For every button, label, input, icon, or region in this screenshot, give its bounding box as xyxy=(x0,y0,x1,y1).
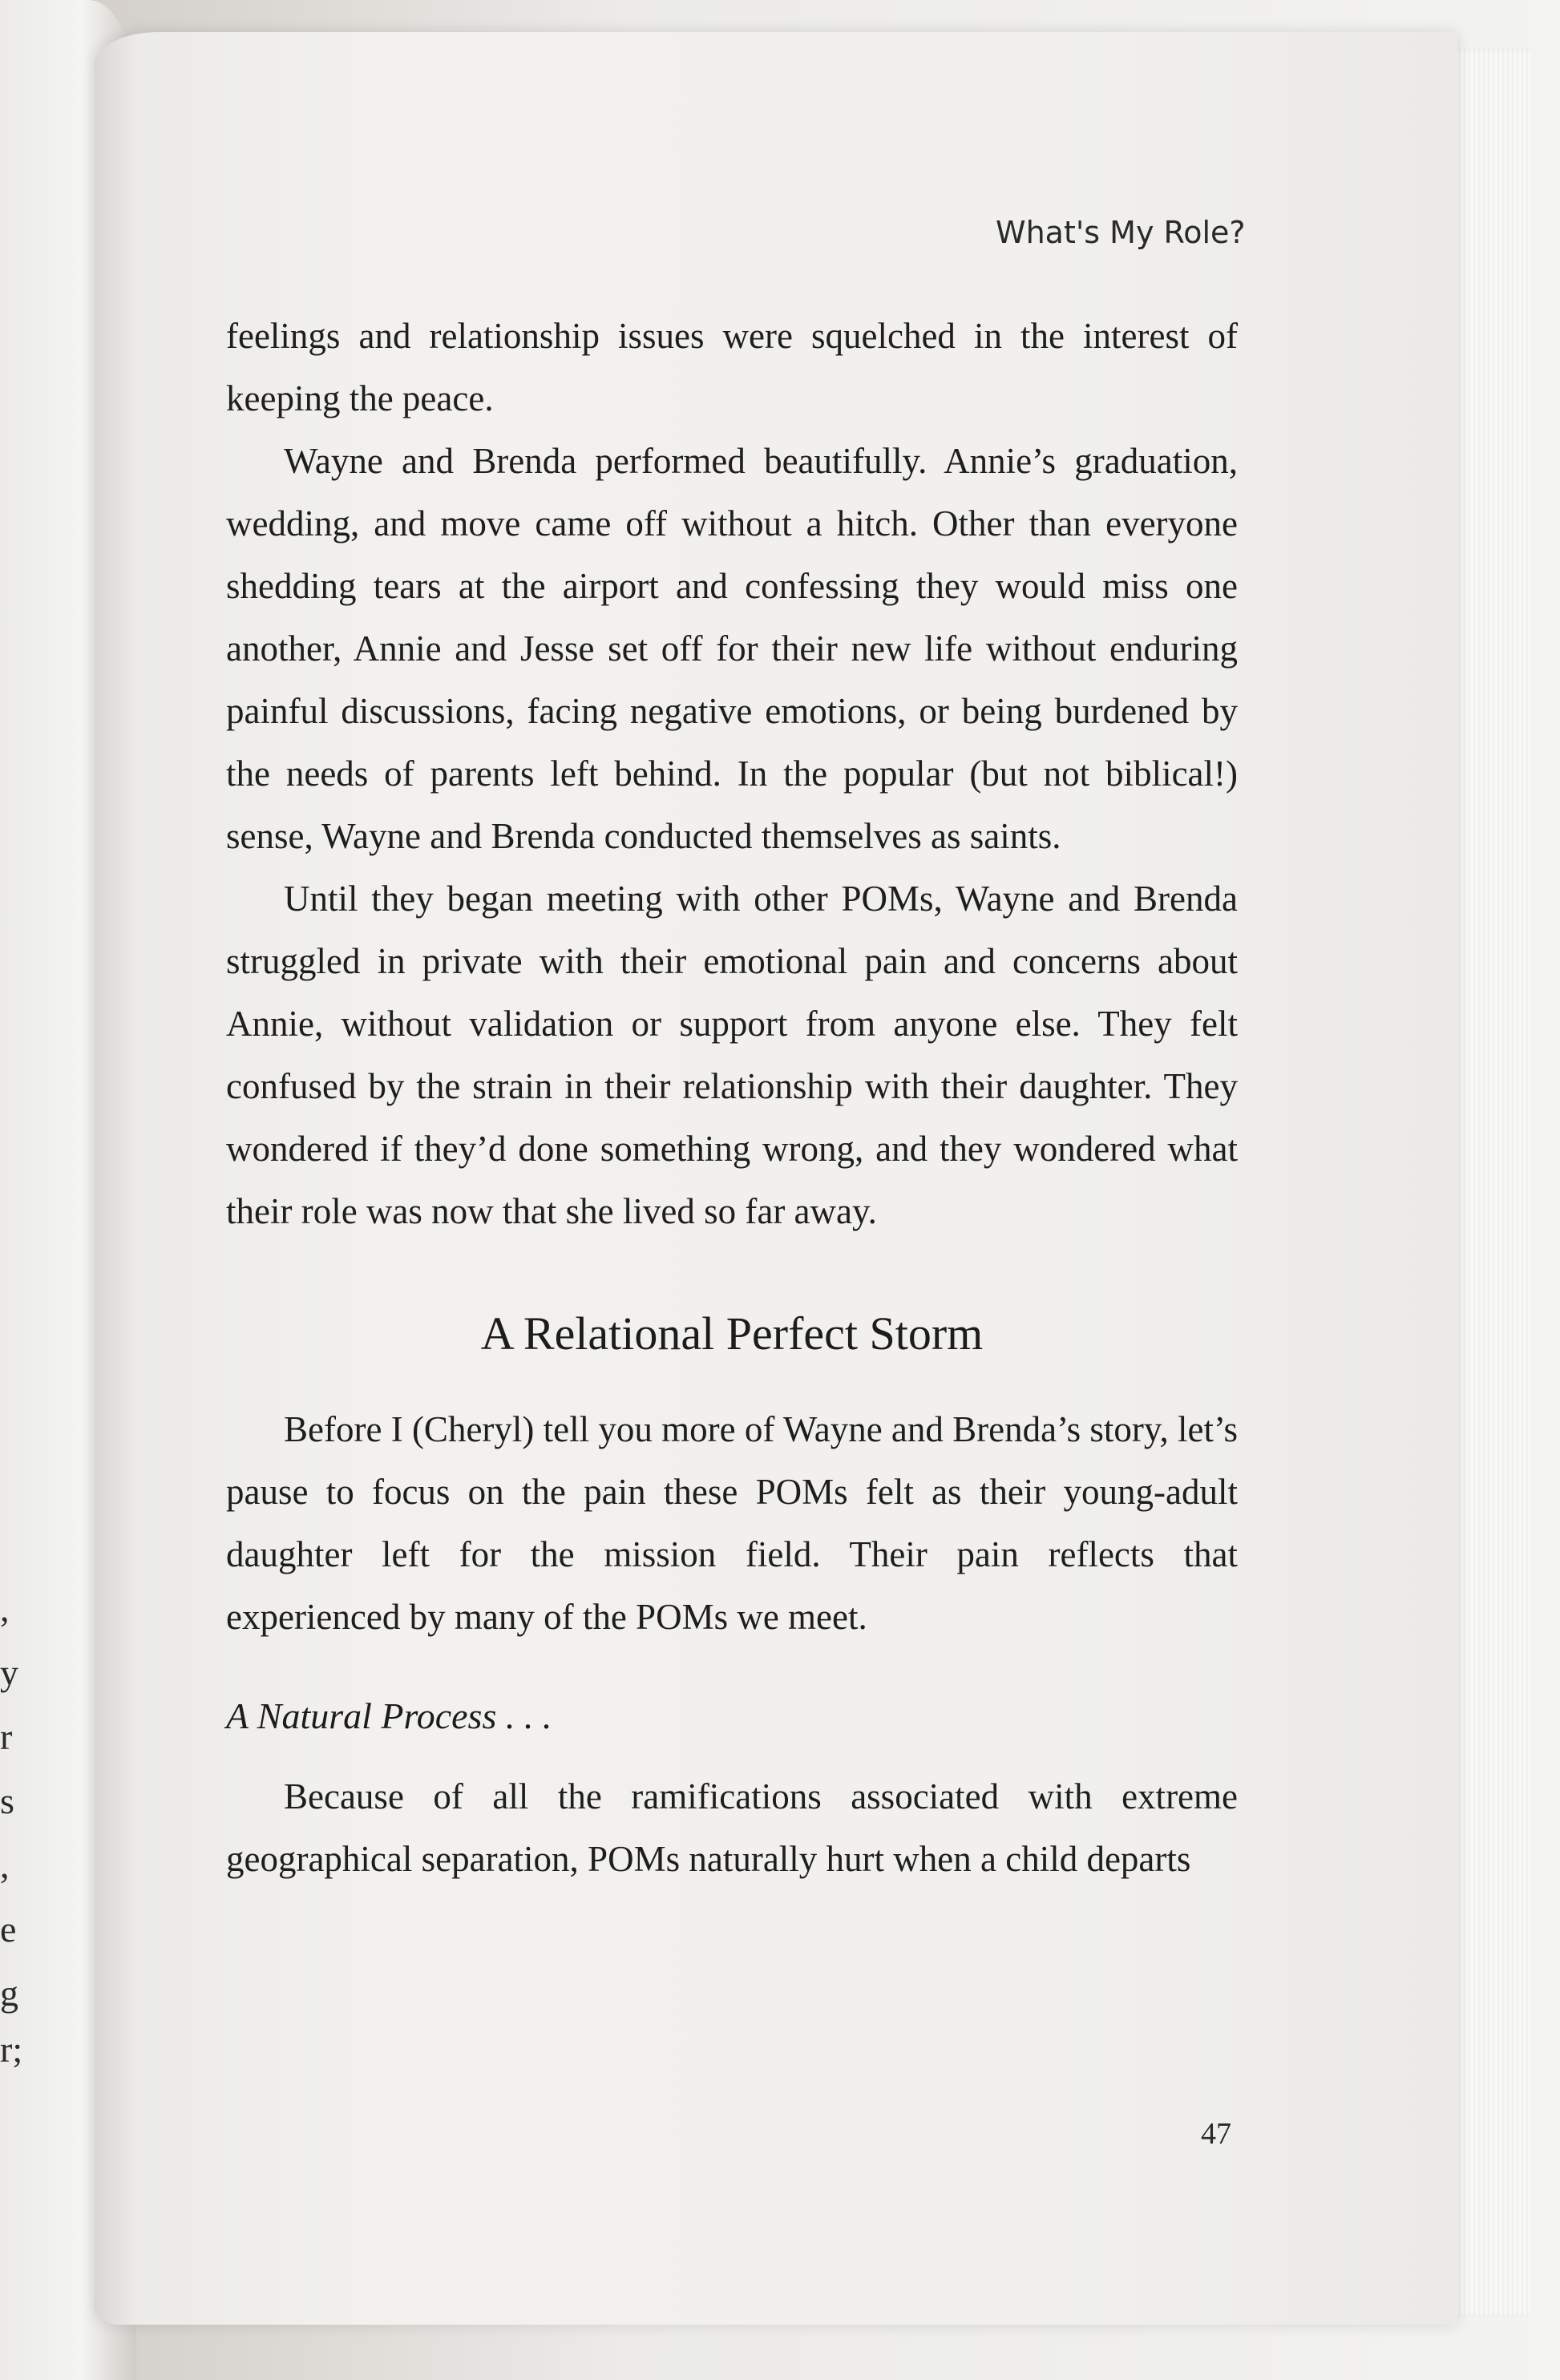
paragraph: Until they began meeting with other POMs, Wayne and Brenda struggled in private with their emotional pain and concerns about Annie, without validation or support from anyone else. They felt confused by the strain in their relationship with their daughter. They wondered if they’d done something wrong, and they wondered what their role was now that she lived so far away. xyxy=(226,879,1238,1231)
previous-page-fragment: , xyxy=(0,1588,10,1629)
subsection-heading: A Natural Process . . . xyxy=(226,1695,552,1736)
page-body xyxy=(226,305,1238,1890)
section-heading: A Relational Perfect Storm xyxy=(480,1307,984,1360)
previous-page-fragment: g xyxy=(0,1973,18,2014)
previous-page-fragment: y xyxy=(0,1652,18,1693)
previous-page-fragment: r; xyxy=(0,2029,23,2070)
running-head: What's My Role? xyxy=(996,215,1246,250)
paragraph: Before I (Cheryl) tell you more of Wayne and Brenda’s story, let’s pause to focus on the pain these POMs felt as their young-adult daughter left for the mission field. Their pain reflects that experienced by many of the POMs we meet. xyxy=(226,1409,1238,1637)
paragraph: feelings and relationship issues were squelched in the interest of keeping the peace. xyxy=(226,316,1238,418)
previous-page-fragment: e xyxy=(0,1909,17,1950)
paragraph: Because of all the ramifications associated with extreme geographical separation, POMs naturally hurt when a child departs xyxy=(226,1776,1238,1879)
paragraph: Wayne and Brenda performed beautifully. Annie’s graduation, wedding, and move came off without a hitch. Other than everyone shedding tears at the airport and confessing they would miss one another, Annie and Jesse set off for their new life without enduring painful discussions, facing negative emotions, or being burdened by the needs of parents left behind. In the popular (but not biblical!) sense, Wayne and Brenda conducted themselves as saints. xyxy=(226,441,1238,856)
previous-page-fragment: s xyxy=(0,1780,14,1821)
previous-page-fragment: r xyxy=(0,1716,13,1757)
previous-page-fragment: , xyxy=(0,1845,10,1885)
page-number: 47 xyxy=(1201,2117,1231,2151)
